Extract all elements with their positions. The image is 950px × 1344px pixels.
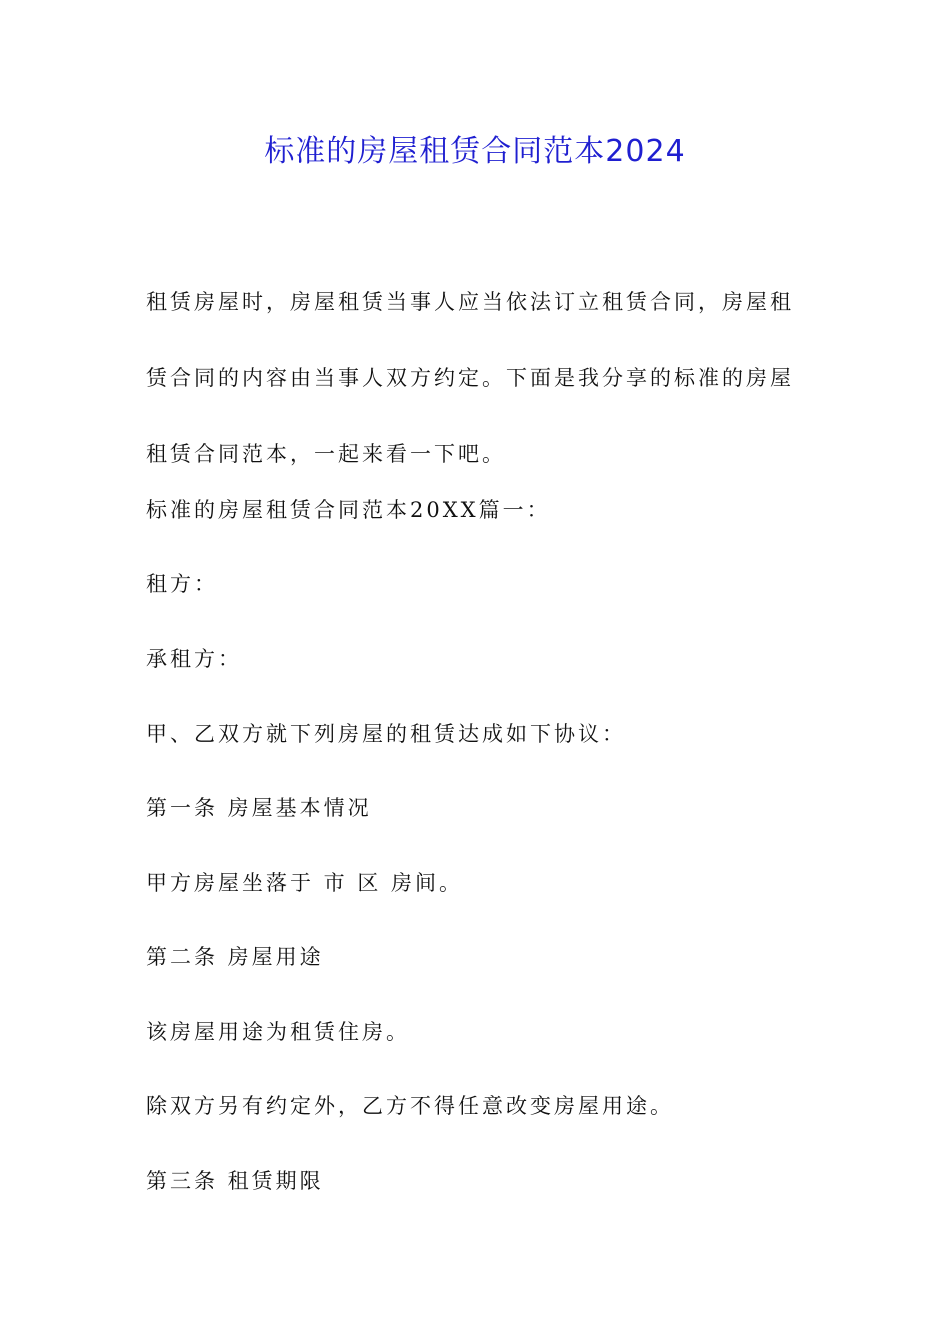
lessee-label: 承租方： xyxy=(146,647,242,671)
lessor-label: 租方： xyxy=(146,572,218,596)
article-text: 除双方另有约定外，乙方不得任意改变房屋用途。 xyxy=(146,1094,674,1118)
intro-line: 租赁合同范本，一起来看一下吧。 xyxy=(146,442,506,466)
agreement-statement: 甲、乙双方就下列房屋的租赁达成如下协议： xyxy=(146,722,626,746)
article-text: 甲方房屋坐落于 市 区 房间。 xyxy=(146,871,464,895)
intro-line: 租赁房屋时，房屋租赁当事人应当依法订立租赁合同，房屋租 xyxy=(146,290,794,314)
article-heading: 第一条 房屋基本情况 xyxy=(146,796,372,820)
article-heading: 第二条 房屋用途 xyxy=(146,945,324,969)
intro-line: 赁合同的内容由当事人双方约定。下面是我分享的标准的房屋 xyxy=(146,366,794,390)
article-heading: 第三条 租赁期限 xyxy=(146,1169,324,1193)
document-title: 标准的房屋租赁合同范本2024 xyxy=(264,134,686,169)
article-text: 该房屋用途为租赁住房。 xyxy=(146,1020,410,1044)
section-heading: 标准的房屋租赁合同范本20XX篇一： xyxy=(146,498,551,522)
intro-paragraph xyxy=(146,264,808,492)
